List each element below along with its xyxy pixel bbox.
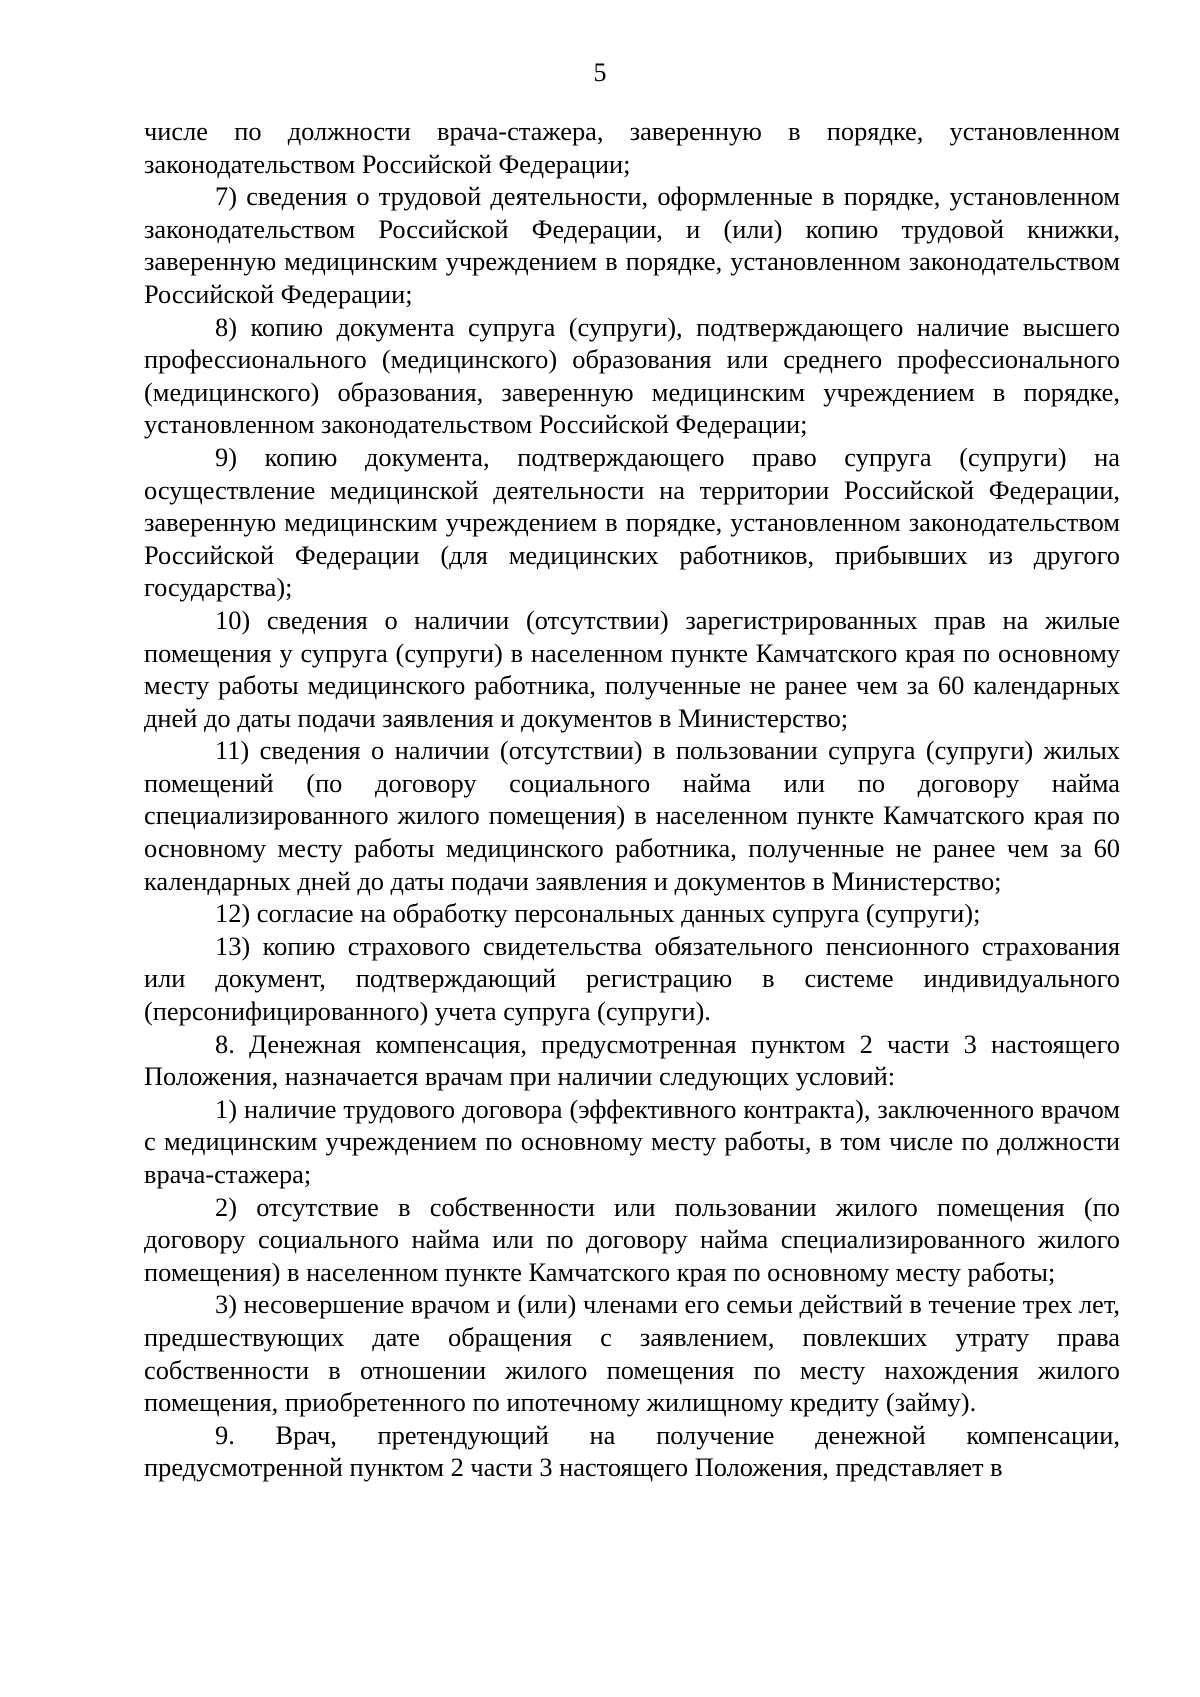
paragraph-condition-2: 2) отсутствие в собственности или пользовании жилого помещения (по договору социального найма или по договору найма специализированного жилого помещения) в населенном пункте Камчатского края по основному месту работы;	[144, 1191, 1120, 1287]
paragraph-item-13: 13) копию страхового свидетельства обязательного пенсионного страхования или документ, подтверждающий регистрацию в системе индивидуального (персонифицированного) учета супруга (супруги).	[144, 930, 1120, 1027]
paragraph-condition-3: 3) несовершение врачом и (или) членами его семьи действий в течение трех лет, предшествующих дате обращения с заявлением, повлекших утрату права собственности в отношении жилого помещения по месту нахождения жилого помещения, приобретенного по ипотечному жилищному кредиту (займу).	[144, 1289, 1120, 1418]
paragraph-item-8: 8) копию документа супруга (супруги), подтверждающего наличие высшего профессионального (медицинского) образования или среднего профессионального (медицинского) образования, заверенную медицинским учреждением в порядке, установленном законодательством Российской Федерации;	[144, 311, 1120, 440]
document-body	[144, 115, 1120, 1484]
paragraph-section-9: 9. Врач, претендующий на получение денежной компенсации, предусмотренной пунктом 2 части 3 настоящего Положения, представляет в	[144, 1419, 1120, 1483]
paragraph-item-12: 12) согласие на обработку персональных данных супруга (супруги);	[215, 898, 981, 929]
paragraph-condition-1: 1) наличие трудового договора (эффективного контракта), заключенного врачом с медицинским учреждением по основному месту работы, в том числе по должности врача-стажера;	[144, 1093, 1120, 1189]
paragraph-item-7: 7) сведения о трудовой деятельности, оформленные в порядке, установленном законодательством Российской Федерации, и (или) копию трудовой книжки, заверенную медицинским учреждением в порядке, установленном законодательством Российской Федерации;	[144, 181, 1120, 309]
paragraph-section-8: 8. Денежная компенсация, предусмотренная пунктом 2 части 3 настоящего Положения, назначается врачам при наличии следующих условий:	[144, 1028, 1120, 1092]
paragraph-item-9: 9) копию документа, подтверждающего право супруга (супруги) на осуществление медицинской деятельности на территории Российской Федерации, заверенную медицинским учреждением в порядке, установленном законодательством Российской Федерации (для медицинских работников, прибывших из другого государства);	[144, 441, 1120, 603]
paragraph-item-11: 11) сведения о наличии (отсутствии) в пользовании супруга (супруги) жилых помещений (по договору социального найма или по договору найма специализированного жилого помещения) в населенном пункте Камчатского края по основному месту работы медицинского работника, полученные не ранее чем за 60 календарных дней до даты подачи заявления и документов в Министерство;	[144, 735, 1120, 896]
page-number: 5	[593, 58, 607, 87]
paragraph-continuation: числе по должности врача-стажера, заверенную в порядке, установленном законодательством Российской Федерации;	[144, 116, 1120, 179]
paragraph-item-10: 10) сведения о наличии (отсутствии) зарегистрированных прав на жилые помещения у супруга (супруги) в населенном пункте Камчатского края по основному месту работы медицинского работника, полученные не ранее чем за 60 календарных дней до даты подачи заявления и документов в Министерство;	[144, 604, 1120, 733]
